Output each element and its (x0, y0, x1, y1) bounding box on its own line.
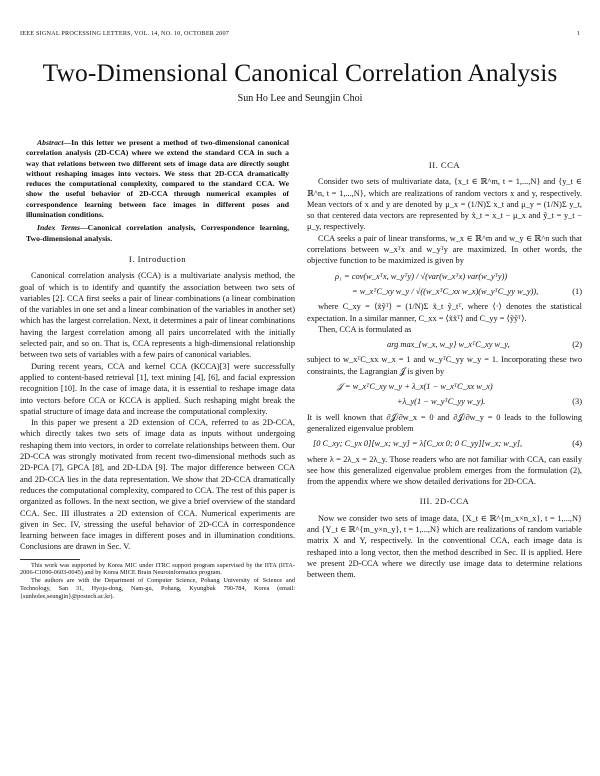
page-number: 1 (576, 30, 580, 37)
twod-cca-heading: III. 2D-CCA (419, 496, 470, 507)
cca-paragraph-5: subject to w_xᵀC_xx w_x = 1 and w_yᵀC_yy w_y = 1. Incorporating these two constraints, the Lagrangian 𝒥 is given by (307, 355, 582, 376)
running-header (20, 30, 580, 37)
cca-paragraph-3: where C_xy = ⟨x̃ỹᵀ⟩ = (1/N)Σ x̃_t ỹ_tᵀ, where ⟨·⟩ denotes the statistical expectation. In a similar manner, C_xx = ⟨x̃x̃ᵀ⟩ and C_yy = ⟨ỹỹᵀ⟩. (307, 302, 582, 323)
intro-paragraph-1: Canonical correlation analysis (CCA) is a multivariate analysis method, the goal of which is to identify and quantify the association between two sets of variables [2]. CCA first seeks a pair of linear combinations (a linear combination of the variables in one set and a linear combination of the variables in another set) which has the largest correlation. Next, it determines a pair of linear combinations having the largest correlation among all pairs uncorrelated with the initially selected pair, and so on. That is, CCA represents a high-dimensional relationship between two sets of variables with a few pairs of canonical variables. (20, 271, 295, 360)
equation-2-number: (2) (572, 340, 582, 350)
index-terms-text: —Canonical correlation analysis, Correspondence learning, Two-dimensional analysis. (26, 223, 290, 243)
equation-3a: 𝒥 = w_xᵀC_xy w_y + λ_x(1 − w_xᵀC_xx w_x) (337, 382, 493, 392)
cca-paragraph-2: CCA seeks a pair of linear transforms, w_x ∈ ℝ^m and w_y ∈ ℝ^n such that correlations between w_xᵀx and w_yᵀy are maximized. In other words, the objective function to be maximized is given by (307, 233, 582, 266)
paper-title: Two-Dimensional Canonical Correlation Analysis (42, 58, 558, 87)
journal-header: IEEE SIGNAL PROCESSING LETTERS, VOL. 14, NO. 10, OCTOBER 2007 (20, 30, 230, 37)
index-terms (26, 223, 289, 244)
equation-3-number: (3) (572, 397, 582, 407)
cca-paragraph-1: Consider two sets of multivariate data, {x_t ∈ ℝ^m, t = 1,...,N} and {y_t ∈ ℝ^n, t = 1,...,N}, which are realizations of random vectors x and y, respectively. Mean vectors of x and y are denoted by μ_x = (1/N)Σ x_t and μ_y = (1/N)Σ y_t, so that centered data vectors are represented by x̃_t = x_t − μ_x and ỹ_t = y_t − μ_y, respectively. (307, 177, 582, 232)
equation-1b: = w_xᵀC_xy w_y / √((w_xᵀC_xx w_x)(w_yᵀC_yy w_y)), (1) (352, 286, 582, 296)
equation-1-number: (1) (572, 286, 582, 296)
twod-cca-paragraph-1: Now we consider two sets of image data, {X_t ∈ ℝ^{m_x×n_x}, t = 1,...,N} and {Y_t ∈ ℝ^{m_y×n_y}, t = 1,...,N} which are realizations of random variable matrix X and Y, respectively. In the conventional CCA, each image data is reshaped into a long vector, then the method described in Sec. II is applied. Here we present 2D-CCA where we directly use image data to determine relations between them. (307, 513, 582, 580)
abstract (26, 138, 289, 220)
intro-heading: I. Introduction (128, 253, 187, 264)
equation-1a: ρ₁ = cov(w_xᵀx, w_yᵀy) / √(var(w_xᵀx) var(w_yᵀy)) (335, 271, 508, 281)
equation-4: [0 C_xy; C_yx 0][w_x; w_y] = λ[C_xx 0; 0 C_yy][w_x; w_y], (4) (313, 439, 582, 449)
cca-heading: II. CCA (428, 160, 461, 170)
intro-paragraph-2: During recent years, CCA and kernel CCA (KCCA)[3] were successfully applied to content-based retrieval [1], text mining [4], [6], and facial expression recognition [10]. In the case of image data, it is essential to reshape image data into vectors before CCA or KCCA is applied. Such reshaping might break the spatial structure of image data and increase the computational complexity. (20, 361, 295, 416)
cca-paragraph-4: Then, CCA is formulated as (318, 324, 412, 334)
intro-paragraph-3: In this paper we present a 2D extension of CCA, referred to as 2D-CCA, which directly takes two sets of image data as inputs without undergoing reshaping them into vectors, in order to correlate relationships between them. Our 2D-CCA was strongly motivated from recent two-dimensional methods such as 2D-PCA [7], GPCA [8], and 2D-LDA [9]. The major difference between CCA and 2D-CCA lies in the data representation. We show that 2D-CCA dramatically reduces the computational complexity, compared to CCA. The rest of this paper is organized as follows. In the next section, we give a brief overview of the standard CCA. Sec. III illustrates a 2D extension of CCA. Numerical experiments are given in Sec. IV, stressing the useful behavior of 2D-CCA in correspondence learning between face images in different poses and in illumination conditions. Conclusions are drawn in Sec. V. (20, 418, 295, 552)
footnote-rule (20, 559, 80, 560)
index-terms-label: Index Terms (37, 223, 80, 233)
paper-authors: Sun Ho Lee and Seungjin Choi (237, 93, 363, 104)
equation-4-number: (4) (572, 439, 582, 449)
footnote-funding: This work was supported by Korea MIC under ITRC support program supervised by the IITA (IITA-2006-C1090-0603-0045) and by Korea MICE Brain Neuroinformatics program. (20, 561, 295, 577)
cca-paragraph-6: It is well known that ∂𝒥/∂w_x = 0 and ∂𝒥/∂w_y = 0 leads to the following generalized eigenvalue problem (307, 412, 582, 433)
left-column (20, 124, 295, 601)
equation-2: arg max_{w_x, w_y} w_xᵀC_xy w_y, (2) (387, 340, 582, 350)
cca-paragraph-7: where λ = 2λ_x = 2λ_y. Those readers who are not familiar with CCA, can easily see how this generalized eigenvalue problem emerges from the formulation (2), from the appendix where we show detailed derivations for 2D-CCA. (307, 454, 582, 487)
abstract-text: —In this letter we present a method of two-dimensional canonical correlation analysis (2D-CCA) where we extend the standard CCA in such a way that relations between two different sets of image data are directly sought without reshaping images into vectors. We stess that 2D-CCA dramatically reduces the computational complexity, compared to the standard CCA. We show the useful behavior of 2D-CCA through numerical examples of correspondence learning between face images in different poses and illumination conditions. (26, 138, 289, 220)
abstract-label: Abstract (37, 138, 64, 147)
equation-3b: +λ_y(1 − w_yᵀC_yy w_y). (3) (397, 397, 582, 407)
right-column (307, 160, 582, 581)
footnote-affiliation: The authors are with the Department of Computer Science, Pohang University of Science and Technology, San 31, Hyoja-dong, Nam-gu, Pohang, Kyungbuk 790-784, Korea (email: {sunholee,seungjin}@postech.ac.kr). (20, 577, 295, 600)
